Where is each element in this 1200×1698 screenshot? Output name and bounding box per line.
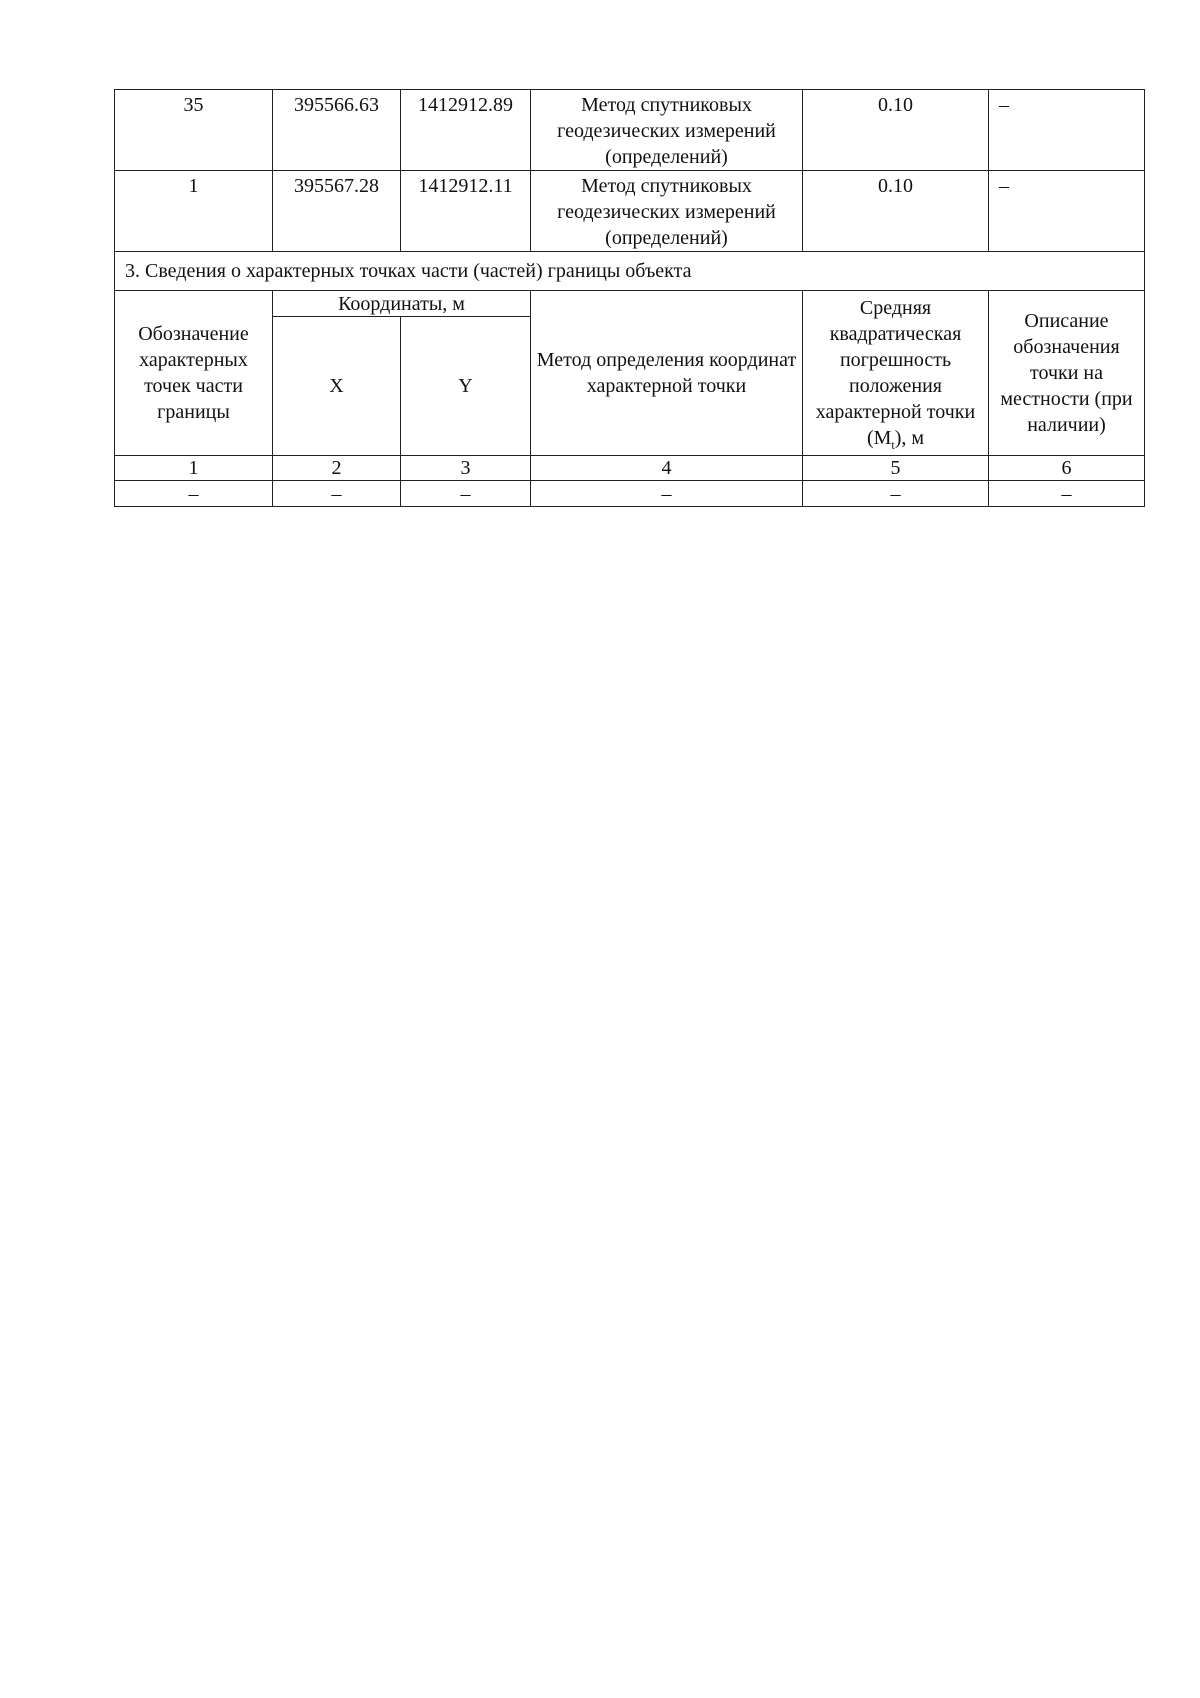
empty-cell: – (401, 481, 531, 507)
column-number-row (115, 456, 1145, 481)
header-accuracy (803, 291, 989, 456)
header-y: Y (401, 317, 531, 456)
description-cell: – (989, 171, 1145, 252)
empty-cell: – (803, 481, 989, 507)
characteristic-points-table (114, 89, 1145, 507)
column-number: 6 (989, 456, 1145, 481)
section-title: 3. Сведения о характерных точках части (частей) границы объекта (115, 252, 1145, 291)
table-row (115, 90, 1145, 171)
header-description: Описание обозначения точки на местности (при наличии) (989, 291, 1145, 456)
header-accuracy-suffix: ), м (894, 427, 925, 449)
table-row (115, 171, 1145, 252)
empty-cell: – (273, 481, 401, 507)
header-accuracy-prefix: Средняя квадратическая погрешность положения характерной точки (M (815, 297, 976, 449)
table-row (115, 481, 1145, 507)
column-number: 5 (803, 456, 989, 481)
column-number: 2 (273, 456, 401, 481)
header-coordinates: Координаты, м (273, 291, 531, 317)
header-method: Метод определения координат характерной точки (531, 291, 803, 456)
coordinate-x: 395566.63 (273, 90, 401, 171)
coordinate-x: 395567.28 (273, 171, 401, 252)
column-number: 4 (531, 456, 803, 481)
empty-cell: – (989, 481, 1145, 507)
header-designation: Обозначение характерных точек части границы (115, 291, 273, 456)
empty-cell: – (115, 481, 273, 507)
header-x: X (273, 317, 401, 456)
accuracy-cell: 0.10 (803, 171, 989, 252)
method-cell: Метод спутниковых геодезических измерений (определений) (531, 171, 803, 252)
empty-cell: – (531, 481, 803, 507)
header-row (115, 291, 1145, 317)
column-number: 1 (115, 456, 273, 481)
accuracy-cell: 0.10 (803, 90, 989, 171)
section-heading-row (115, 252, 1145, 291)
method-cell: Метод спутниковых геодезических измерений (определений) (531, 90, 803, 171)
point-id: 35 (115, 90, 273, 171)
column-number: 3 (401, 456, 531, 481)
header-accuracy-sub: t (891, 438, 895, 452)
coordinate-y: 1412912.11 (401, 171, 531, 252)
description-cell: – (989, 90, 1145, 171)
point-id: 1 (115, 171, 273, 252)
coordinate-y: 1412912.89 (401, 90, 531, 171)
